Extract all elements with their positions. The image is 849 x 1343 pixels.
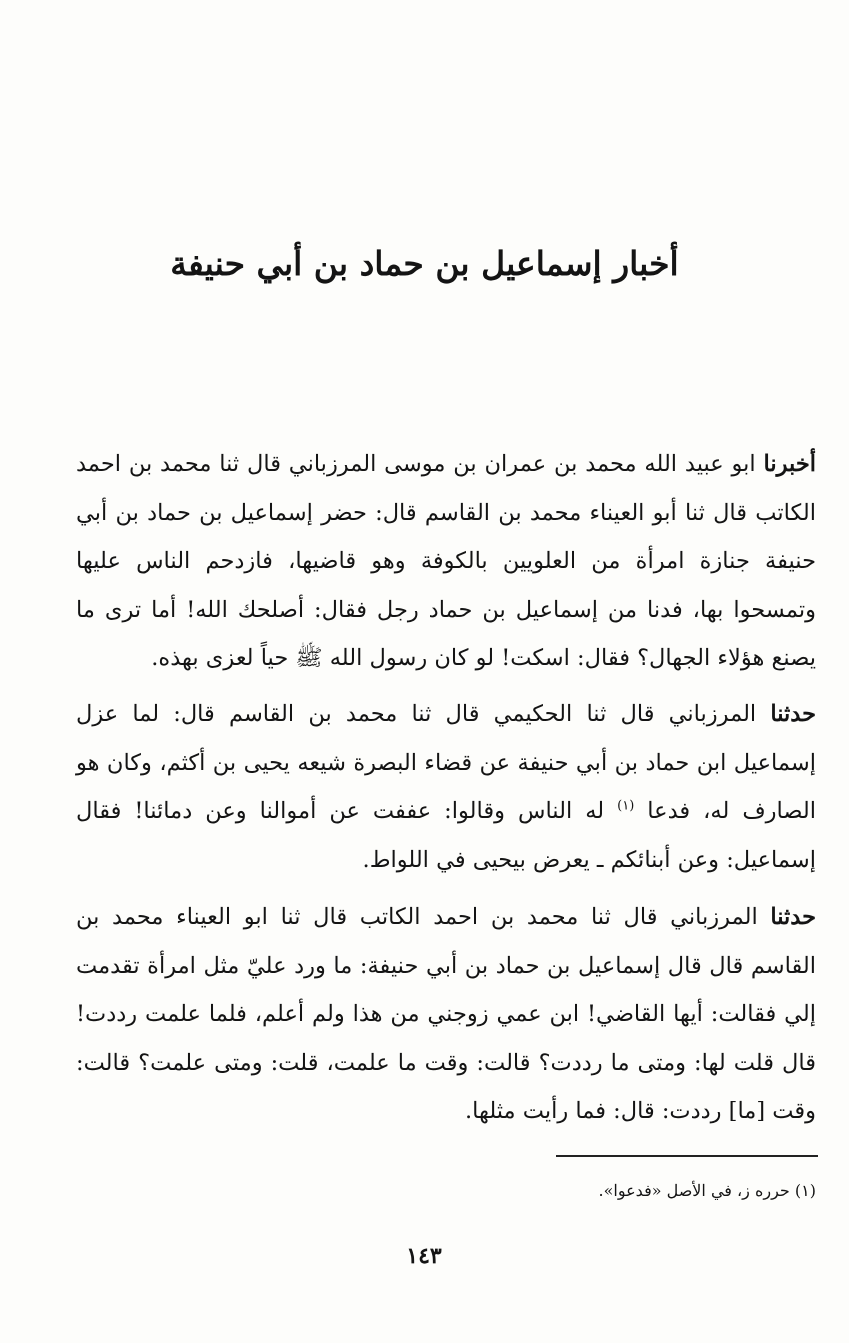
page-number: ١٤٣ bbox=[406, 1243, 442, 1269]
paragraph-3-text: المرزباني قال ثنا محمد بن احمد الكاتب قال ثنا ابو العيناء محمد بن القاسم قال قال إسماعيل بن حماد بن أبي حنيفة: ما ورد عليّ مثل امرأة تقدمت إلي فقالت: أيها القاضي! ابن عمي زوجني من هذا ولم أعلم، فلما علمت رددت! قال قلت لها: ومتى ما رددت؟ قالت: وقت ما علمت، قلت: ومتى علمت؟ قالت: وقت [ما] رددت: قال: فما رأيت مثلها. bbox=[76, 904, 816, 1124]
footnote-reference: (١) bbox=[617, 798, 635, 814]
paragraph-2-text-after-note: له الناس وقالوا: عففت عن أموالنا وعن دمائنا! فقال إسماعيل: وعن أبنائكم ـ يعرض بيحيى في اللواط. bbox=[76, 798, 816, 873]
chapter-title: أخبار إسماعيل بن حماد بن أبي حنيفة bbox=[170, 244, 679, 284]
paragraph-1-text: ابو عبيد الله محمد بن عمران بن موسى المرزباني قال ثنا محمد بن احمد الكاتب قال ثنا أبو العيناء محمد بن القاسم قال: حضر إسماعيل بن حماد بن أبي حنيفة جنازة امرأة من العلويين بالكوفة وهو قاضيها، فازدحم الناس عليها وتمسحوا بها، فدنا من إسماعيل بن حماد رجل فقال: أصلحك الله! أما ترى ما يصنع هؤلاء الجهال؟ فقال: اسكت! لو كان رسول الله ﷺ حياً لعزى بهذه. bbox=[76, 451, 816, 671]
footnote-separator bbox=[556, 1155, 818, 1157]
paragraph-3 bbox=[76, 893, 816, 1136]
paragraph-2 bbox=[76, 690, 816, 884]
paragraph-1 bbox=[76, 440, 816, 683]
footnote: (١) حرره ز، في الأصل «فدعوا». bbox=[598, 1181, 816, 1200]
paragraph-1-lead: أخبرنا bbox=[763, 451, 816, 477]
paragraph-3-lead: حدثنا bbox=[770, 904, 816, 930]
paragraph-2-lead: حدثنا bbox=[770, 701, 816, 727]
paragraph-2-text-before-note: المرزباني قال ثنا الحكيمي قال ثنا محمد بن القاسم قال: لما عزل إسماعيل ابن حماد بن أبي حنيفة عن قضاء البصرة شيعه يحيى بن أكثم، وكان هو الصارف له، فدعا bbox=[76, 701, 816, 824]
